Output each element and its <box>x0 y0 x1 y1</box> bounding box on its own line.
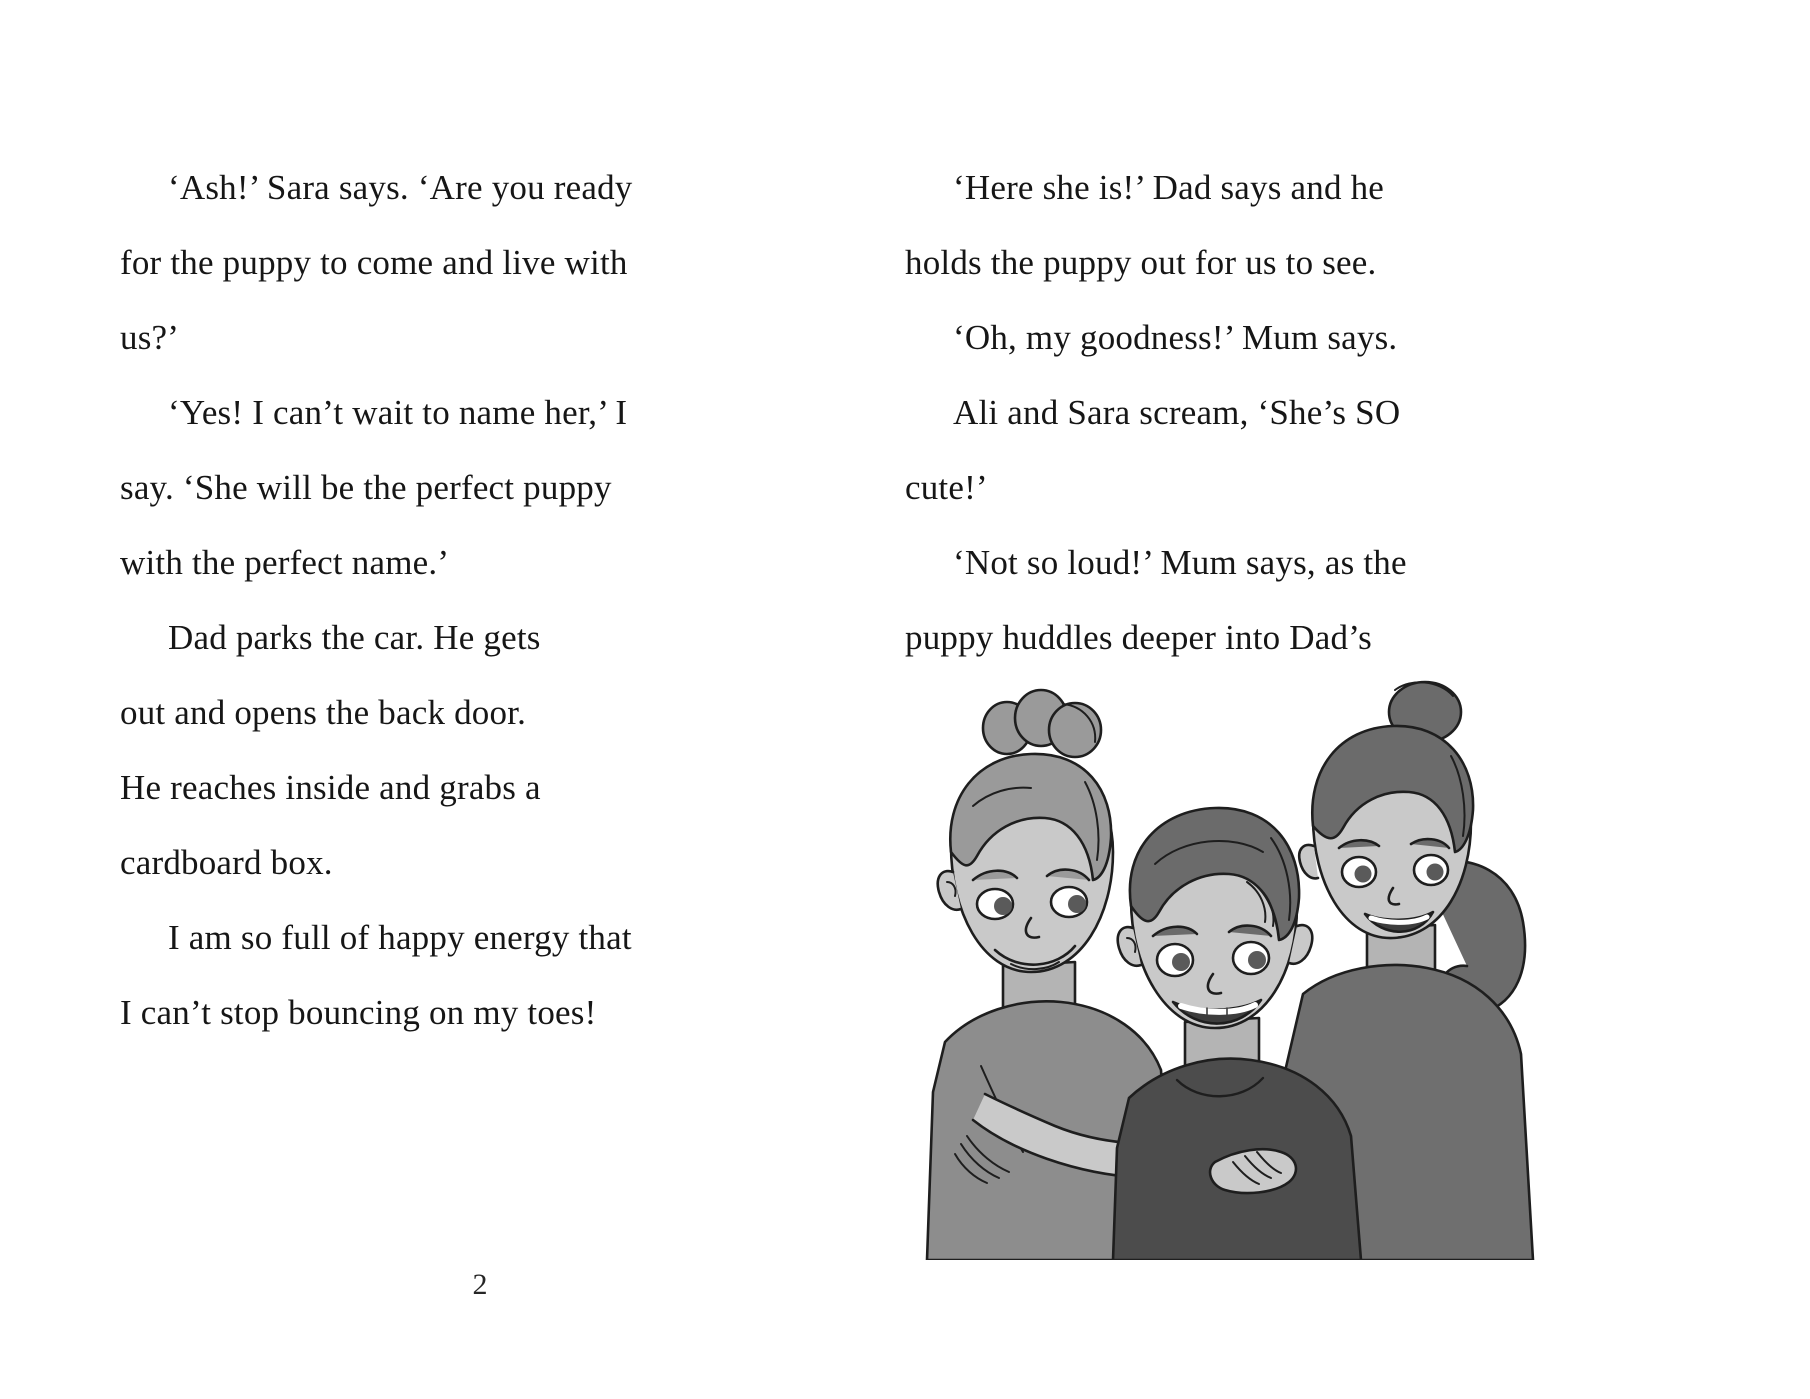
text-line: cardboard box. <box>120 843 333 882</box>
text-line: ‘Yes! I can’t wait to name her,’ I <box>168 393 628 432</box>
text-line: with the perfect name.’ <box>120 543 450 582</box>
illustration-three-girls-hugging <box>915 650 1595 1260</box>
page-number: 2 <box>472 1268 488 1301</box>
right-page <box>905 0 1810 1399</box>
text-line: puppy huddles deeper into Dad’s <box>905 618 1372 657</box>
text-line: Dad parks the car. He gets <box>168 618 541 657</box>
right-page-text <box>905 150 1690 675</box>
text-line: ‘Not so loud!’ Mum says, as the <box>953 543 1407 582</box>
text-line: ‘Oh, my goodness!’ Mum says. <box>953 318 1398 357</box>
text-line: holds the puppy out for us to see. <box>905 243 1377 282</box>
text-line: say. ‘She will be the perfect puppy <box>120 468 612 507</box>
text-line: He reaches inside and grabs a <box>120 768 541 807</box>
text-line: for the puppy to come and live with <box>120 243 628 282</box>
text-line: I am so full of happy energy that <box>168 918 632 957</box>
left-page-text <box>120 150 710 1050</box>
text-line: ‘Here she is!’ Dad says and he <box>953 168 1385 207</box>
text-line: us?’ <box>120 318 180 357</box>
text-line: I can’t stop bouncing on my toes! <box>120 993 597 1032</box>
text-line: ‘Ash!’ Sara says. ‘Are you ready <box>168 168 633 207</box>
text-line: out and opens the back door. <box>120 693 527 732</box>
text-line: cute!’ <box>905 468 988 507</box>
three-girls-illustration-svg <box>915 650 1595 1260</box>
text-line: Ali and Sara scream, ‘She’s SO <box>953 393 1401 432</box>
